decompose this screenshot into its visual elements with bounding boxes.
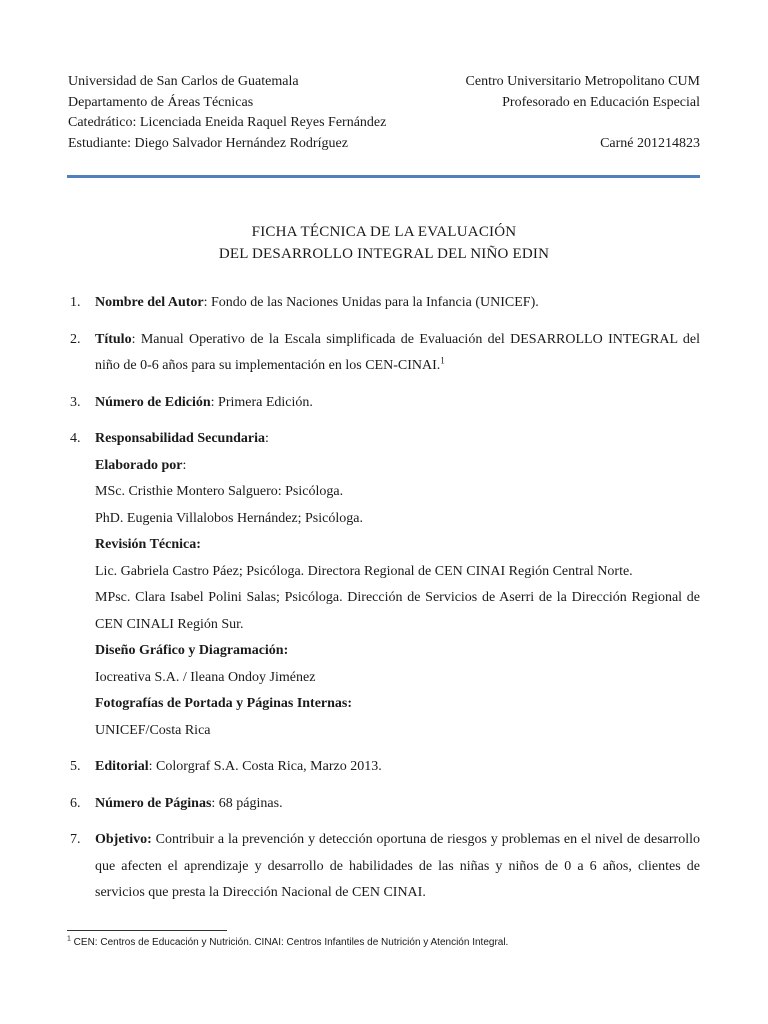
revision-label: Revisión Técnica:: [95, 537, 201, 552]
footnote-reference[interactable]: 1: [440, 355, 445, 366]
item-label: Número de Páginas: [95, 795, 212, 811]
elaborado-label: Elaborado por: [95, 457, 183, 473]
department-name: Departamento de Áreas Técnicas: [68, 94, 254, 110]
revision-person: MPsc. Clara Isabel Polini Salas; Psicóloga. Dirección de Servicios de Aserri de la Dirección Regional de CEN CINALI Región Sur.: [95, 590, 700, 632]
photos-label: Fotografías de Portada y Páginas Internas:: [95, 696, 353, 711]
footnote-separator: [67, 930, 227, 931]
item-text: Contribuir a la prevención y detección oportuna de riesgos y problemas en el nivel de desarrollo que afecten el aprendizaje y desarrollo de habilidades de las niñas y niños de 0 a 6 años, clientes de servicios que presta la Dirección Nacional de CEN CINAI.: [95, 832, 700, 900]
document-title: [68, 222, 700, 265]
item-number: 1.: [70, 295, 81, 310]
university-name: Universidad de San Carlos de Guatemala: [68, 74, 299, 89]
footnote: [67, 936, 508, 949]
header-row: [68, 134, 700, 155]
item-number: 2.: [70, 331, 81, 347]
campus-name: Centro Universitario Metropolitano CUM: [465, 74, 700, 89]
item-number: 3.: [70, 394, 81, 410]
item-number: 4.: [70, 431, 81, 446]
document-header: [68, 72, 700, 154]
elaborado-colon: :: [182, 457, 187, 473]
footnote-mark: 1: [67, 935, 71, 943]
photos-credit: UNICEF/Costa Rica: [95, 722, 211, 738]
item-label: Número de Edición: [95, 394, 211, 410]
list-item-responsibility: [68, 426, 700, 744]
item-label: Título: [95, 331, 132, 347]
student-line: Estudiante: Diego Salvador Hernández Rodríguez: [68, 135, 348, 151]
item-number: 7.: [70, 832, 81, 847]
item-label: Editorial: [95, 759, 149, 774]
item-number: 5.: [70, 759, 81, 774]
program-name: Profesorado en Educación Especial: [502, 94, 700, 110]
list-item-publisher: [68, 754, 700, 781]
item-text: : 68 páginas.: [211, 795, 283, 811]
item-text: : Primera Edición.: [210, 394, 313, 410]
design-label: Diseño Gráfico y Diagramación:: [95, 643, 289, 658]
footnote-text: CEN: Centros de Educación y Nutrición. CINAI: Centros Infantiles de Nutrición y Atención Integral.: [70, 937, 509, 948]
item-text: : Manual Operativo de la Escala simplificada de Evaluación del DESARROLLO INTEGRAL del niño de 0-6 años para su implementación en los CEN-CINAI.: [95, 331, 700, 373]
list-item-edition: [68, 390, 700, 417]
header-divider: [67, 175, 700, 178]
revision-person: Lic. Gabriela Castro Páez; Psicóloga. Directora Regional de CEN CINAI Región Central Norte.: [95, 563, 633, 579]
elaborado-person: PhD. Eugenia Villalobos Hernández; Psicóloga.: [95, 510, 363, 526]
professor-line: Catedrático: Licenciada Eneida Raquel Reyes Fernández: [68, 115, 387, 130]
item-label: Objetivo:: [95, 832, 152, 847]
title-line-2: DEL DESARROLLO INTEGRAL DEL NIÑO EDIN: [218, 245, 550, 262]
item-label: Nombre del Autor: [95, 295, 204, 310]
item-label: Responsabilidad Secundaria: [95, 431, 265, 446]
item-colon: :: [265, 431, 269, 446]
student-id: Carné 201214823: [600, 135, 700, 151]
list-item-pages: [68, 791, 700, 818]
item-text: : Colorgraf S.A. Costa Rica, Marzo 2013.: [148, 759, 382, 774]
list-item-objective: [68, 827, 700, 907]
title-line-1: FICHA TÉCNICA DE LA EVALUACIÓN: [251, 224, 517, 240]
list-item-title: [68, 327, 700, 380]
header-row: [68, 72, 700, 93]
technical-sheet-list: [68, 290, 700, 917]
design-credit: Iocreativa S.A. / Ileana Ondoy Jiménez: [95, 669, 316, 685]
item-number: 6.: [70, 795, 81, 811]
header-row: [68, 113, 700, 134]
header-row: [68, 93, 700, 114]
elaborado-person: MSc. Cristhie Montero Salguero: Psicóloga.: [95, 484, 344, 499]
item-text: : Fondo de las Naciones Unidas para la Infancia (UNICEF).: [203, 295, 539, 310]
list-item-author: [68, 290, 700, 317]
